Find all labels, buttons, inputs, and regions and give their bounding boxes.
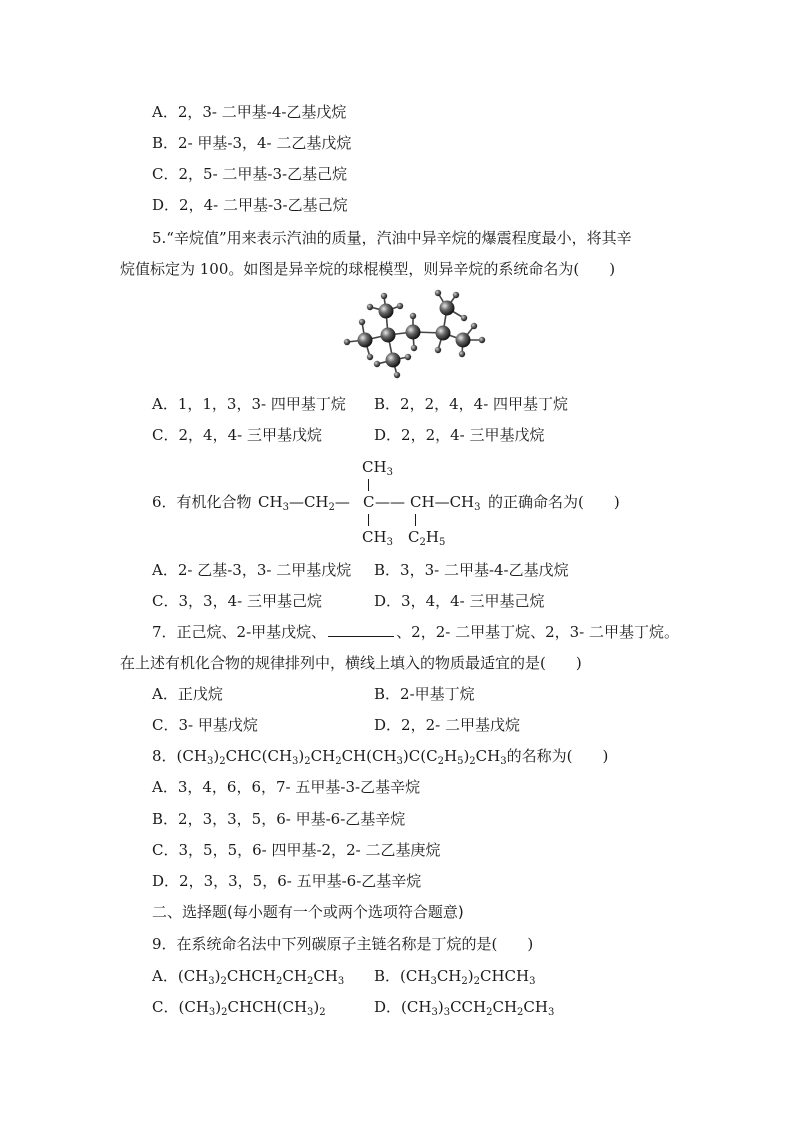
chain-ch3-left: $CH_3—CH_2—$ [258,493,350,513]
top-methyl: $CH_3$ [362,458,393,478]
q5-stem-line1: 5.“辛烷值”用来表示汽油的质量，汽油中异辛烷的爆震程度最小，将其辛 [152,229,632,247]
q9-option-a: A．$(CH_3)_2CHCH_2CH_2CH_3$ [152,967,345,987]
q8-option-c: C．3，5，5，6- 四甲基-2，2- 二乙基庚烷 [152,841,441,859]
chain-ch-right: $CH—CH_3$ [410,493,481,513]
q5-option-d: D．2，2，4- 三甲基戊烷 [374,426,545,444]
q6-option-a: A．2- 乙基-3，3- 二甲基戊烷 [152,561,352,579]
chain-bond: —— [375,493,405,511]
q4-option-b: B．2- 甲基-3，4- 二乙基戊烷 [152,134,352,152]
bond-down [368,514,369,526]
q8-option-b: B．2，3，3，5，6- 甲基-6-乙基辛烷 [152,810,406,828]
isooctane-ball-and-stick-model [340,284,490,384]
q8-option-a: A．3，4，6，6，7- 五甲基-3-乙基辛烷 [152,778,421,796]
q7-stem-line1: 7．正己烷、2-甲基戊烷、 、2，2- 二甲基丁烷、2，3- 二甲基丁烷。 [152,623,680,641]
q7-option-b: B．2-甲基丁烷 [374,685,475,703]
q4-option-d: D．2，4- 二甲基-3-乙基己烷 [152,196,348,214]
q5-stem-line2: 烷值标定为 100。如图是异辛烷的球棍模型，则异辛烷的系统命名为( ) [120,260,616,278]
q9-option-b: B．$(CH_3CH_2)_2CHCH_3$ [374,967,536,987]
q6-suffix: 的正确命名为( ) [488,493,620,511]
q5-option-a: A．1，1，3，3- 四甲基丁烷 [152,395,346,413]
q7-stem-line2: 在上述有机化合物的规律排列中，横线上填入的物质最适宜的是( ) [120,654,582,672]
bottom-methyl: $CH_3$ [362,528,393,548]
q6-option-b: B．3，3- 二甲基-4-乙基戊烷 [374,561,569,579]
answer-blank[interactable] [328,622,394,637]
q4-option-a: A．2，3- 二甲基-4-乙基戊烷 [152,103,347,121]
q8-option-d: D．2，3，3，5，6- 五甲基-6-乙基辛烷 [152,872,422,890]
section-title: 二、选择题(每小题有一个或两个选项符合题意) [152,903,464,921]
q7-option-d: D．2，2- 二甲基戊烷 [374,716,520,734]
q9-stem: 9．在系统命名法中下列碳原子主链名称是丁烷的是( ) [152,935,534,953]
q4-option-c: C．2，5- 二甲基-3-乙基己烷 [152,165,348,183]
bond-up [368,479,369,491]
bond-down-ethyl [415,514,416,526]
q6-prefix: 6．有机化合物 [152,493,252,511]
q7-option-a: A．正戊烷 [152,685,223,703]
q5-option-c: C．2，4，4- 三甲基戊烷 [152,426,322,444]
ethyl-group: $C_2H_5$ [408,528,446,548]
q6-option-d: D．3，4，4- 三甲基己烷 [374,592,545,610]
q9-option-d: D．$(CH_3)_3CCH_2CH_2CH_3$ [374,998,555,1018]
q8-stem: 8．$(CH_3)_2CHC(CH_3)_2CH_2CH(CH_3)C(C_2H_5)_2CH_3$的名称为( ) [152,747,609,767]
q9-option-c: C．$(CH_3)_2CHCH(CH_3)_2$ [152,998,326,1018]
q5-option-b: B．2，2，4，4- 四甲基丁烷 [374,395,569,413]
q6-structural-formula [150,452,630,552]
q6-option-c: C．3，3，4- 三甲基己烷 [152,592,322,610]
chain-quaternary-c: C [363,493,375,511]
q7-option-c: C．3- 甲基戊烷 [152,716,258,734]
